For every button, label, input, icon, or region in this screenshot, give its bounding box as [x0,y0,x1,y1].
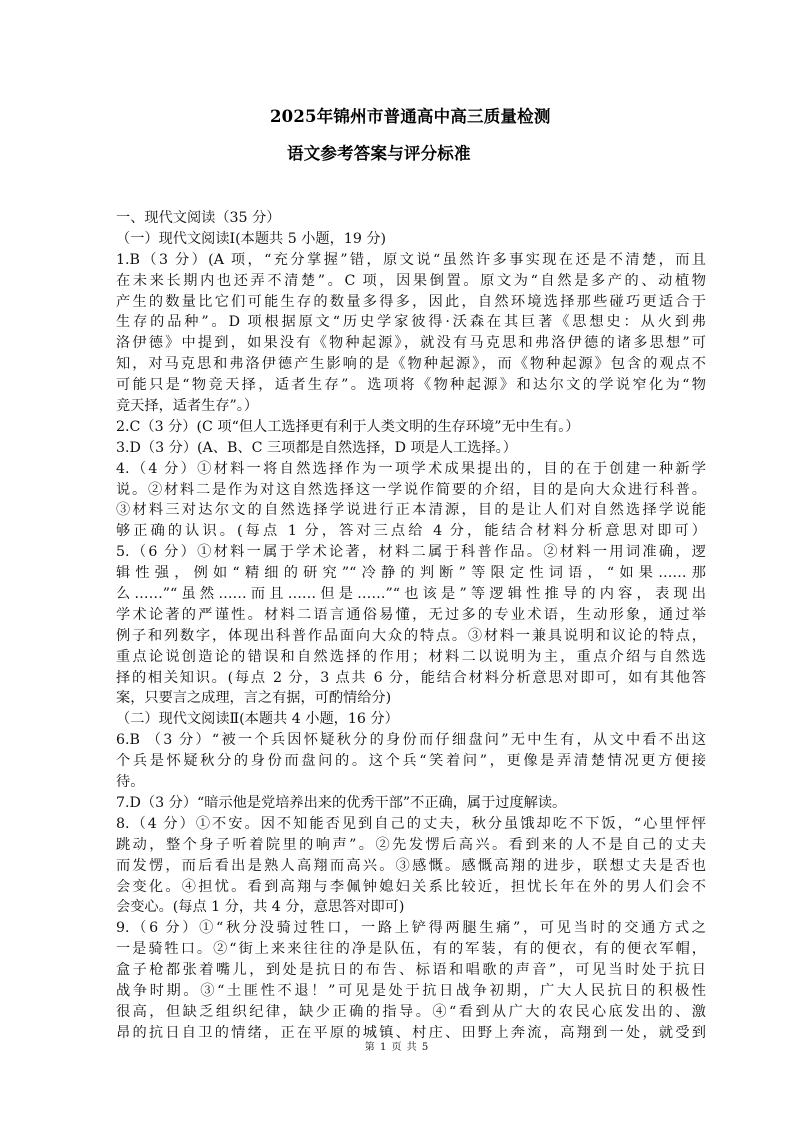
text-line: 说。②材料二是作为对这自然选择这一学说作简要的介绍，目的是向大众进行科普。 [116,481,706,498]
text-line: 一、现代文阅读（35 分） [116,210,281,226]
text-line: 7.D（3 分）“暗示他是党培养出来的优秀干部”不正确，属于过度解读。 [116,794,567,811]
text-line: 跳动，整个身子听着院里的响声”。②先发愣后高兴。看到来的人不是自己的丈夫 [116,836,706,853]
text-line: ③材料三对达尔文的自然选择学说进行正本清源，目的是让人们对自然选择学说能 [116,502,706,519]
text-line: 3.D（3 分）(A、B、C 三项都是自然选择，D 项是人工选择。） [116,439,517,456]
text-line: 个兵是怀疑秋分的身份而盘问的。这个兵“笑着问”，更像是弄清楚情况更方便接 [116,753,706,770]
text-line: 够正确的认识。(每点 1 分，答对三点给 4 分，能结合材料分析意思对即可） [116,523,706,540]
text-line: 洛伊德》中提到，如果没有《物种起源》，就没有马克思和弗洛伊德的诸多思想”可 [116,335,706,352]
page-title: 2025年锦州市普通高中高三质量检测 [270,107,551,126]
text-line: 会变心。(每点 1 分，共 4 分，意思答对即可) [116,899,405,916]
answer-body [116,208,706,1044]
text-line: 昂的抗日自卫的情绪，正在平原的城镇、村庄、田野上奔流，高翔到一处，就受到 [116,1024,706,1041]
text-line: 竞天择，适者生存”。） [116,398,259,415]
text-line: 一是骑牲口。②“街上来来往往的净是队伍，有的军装，有的便衣，有的便衣军帽， [116,941,706,958]
text-line: （一）现代文阅读Ⅰ(本题共 5 小题，19 分) [116,230,387,247]
text-line: 知，对马克思和弗洛伊德产生影响的是《物种起源》，而《物种起源》包含的观点不 [116,356,706,373]
page-footer: 第 1 页 共 5 [364,1042,430,1053]
text-line: （二）现代文阅读Ⅱ(本题共 4 小题，16 分） [116,711,399,728]
text-line: 生存的品种”。D 项根据原文“历史学家彼得·沃森在其巨著《思想史：从火到弗 [116,314,706,331]
text-line: 待。 [116,774,145,791]
text-line: 产生的数量比它们可能生存的数量多得多，因此，自然环境选择那些碰巧更适合于 [116,293,706,310]
text-line: 1.B（3 分）(A 项，“充分掌握”错，原文说“虽然许多事实现在还是不清楚，而且 [116,251,706,268]
text-line: 可能只是“物竞天择，适者生存”。选项将《物种起源》和达尔文的学说窄化为“物 [116,377,706,394]
text-line: 8.（4 分）①不安。因不知能否见到自己的丈夫，秋分虽饿却吃不下饭，“心里怦怦 [116,815,706,832]
text-line: 5.（6 分）①材料一属于学术论著，材料二属于科普作品。②材料一用词准确，逻 [116,544,706,561]
text-line: 在未来长期内也还弄不清楚”。C 项，因果倒置。原文为“自然是多产的、动植物 [116,272,706,289]
text-line: 会变化。④担忧。看到高翔与李佩钟媳妇关系比较近，担忧长年在外的男人们会不 [116,878,706,895]
text-line: 盒子枪都张着嘴儿，到处是抗日的布告、标语和唱歌的声音”，可见当时处于抗日 [116,962,706,979]
text-line: 例子和列数字，体现出科普作品面向大众的特点。③材料一兼具说明和议论的特点， [116,627,706,644]
text-line: 2.C（3 分）(C 项“但人工选择更有利于人类文明的生存环境”无中生有。） [116,418,580,435]
text-line: 6.B （3 分）“被一个兵因怀疑秋分的身份而仔细盘问”无中生有，从文中看不出这 [116,732,706,749]
text-line: 而发愣，而后看出是熟人高翔而高兴。③感慨。感慨高翔的进步，联想丈夫是否也 [116,857,706,874]
text-line: 很高，但缺乏组织纪律，缺少正确的指导。④“看到从广大的农民心底发出的、激 [116,1003,706,1020]
text-line: 重点论说创造论的错误和自然选择的作用；材料二以说明为主，重点介绍与自然选 [116,648,706,665]
text-line: 择的相关知识。(每点 2 分，3 点共 6 分，能结合材料分析意思对即可，如有其他答 [116,669,706,686]
text-line: 学术论著的严谨性。材料二语言通俗易懂，无过多的专业术语，生动形象，通过举 [116,606,706,623]
text-line: 辑性强，例如“精细的研究”“冷静的判断”等限定性词语，“如果……那 [116,565,706,582]
text-line: 战争时期。③“土匪性不退！”可见是处于抗日战争初期，广大人民抗日的积极性 [116,982,706,999]
page-subtitle: 语文参考答案与评分标准 [287,144,471,163]
text-line: 案，只要言之成理，言之有据，可酌情给分) [116,690,392,707]
text-line: 4.（4 分）①材料一将自然选择作为一项学术成果提出的，目的在于创建一种新学 [116,460,706,477]
text-line: 9.（6 分）①“秋分没骑过牲口，一路上铲得两腿生痛”，可见当时的交通方式之 [116,920,706,937]
text-line: 么……”“虽然……而且……但是……”“也该是”等逻辑性推导的内容，表现出 [116,586,706,603]
